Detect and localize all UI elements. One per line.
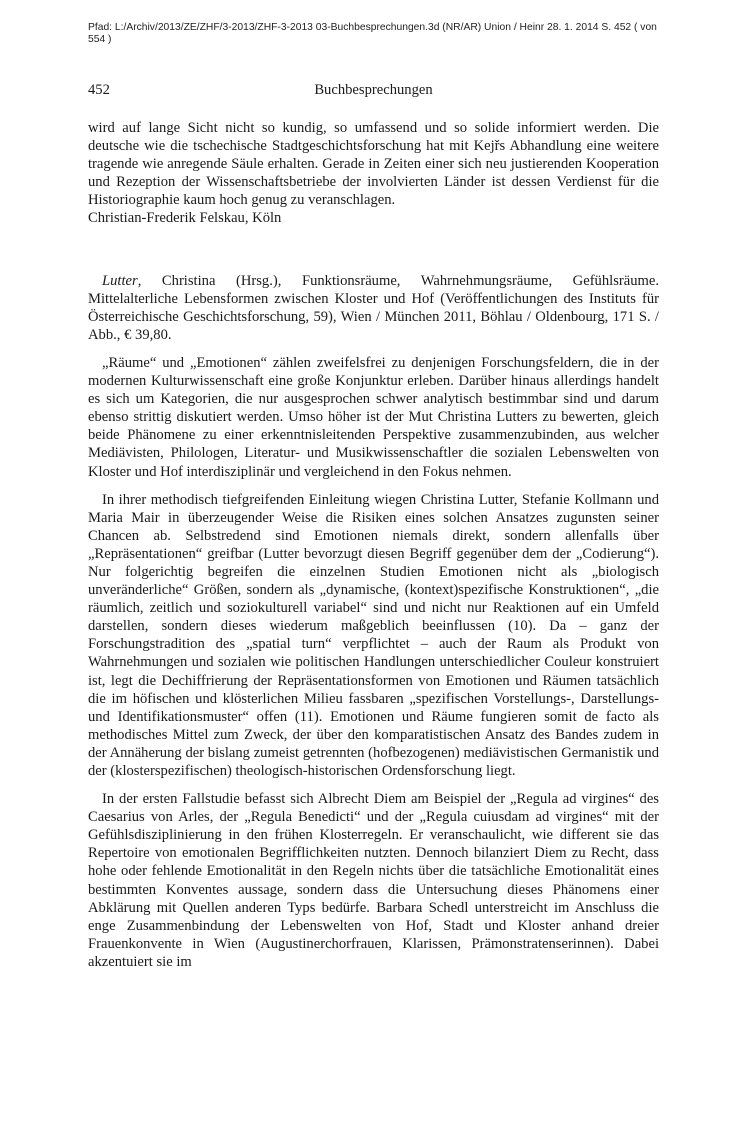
reviewer-signature: Christian-Frederik Felskau, Köln — [88, 210, 282, 227]
section-title: Buchbesprechungen — [314, 82, 433, 98]
page-body — [88, 119, 659, 971]
review-paragraph-1: „Räume“ und „Emotionen“ zählen zweifelsfrei zu denjenigen Forschungsfeldern, die in der modernen Kulturwissenschaft eine große Konjunktur erleben. Darüber hinaus allerdings handelt es sich um Kategorien, die nur ausgesprochen schwer analytisch bestimmbar sind und darum ebenso strittig diskutiert werden. Umso höher ist der Mut Christina Lutters zu bewerten, gleich beide Phänomene zu einer erkenntnisleitenden Perspektive zusammenzubinden, aus welcher Mediävisten, Philologen, Literatur- und Musikwissenschaftler die sozialen Lebenswelten von Kloster und Hof interdisziplinär und vergleichend in den Fokus nehmen. — [88, 354, 659, 480]
review-paragraph-2: In ihrer methodisch tiefgreifenden Einleitung wiegen Christina Lutter, Stefanie Kollmann und Maria Mair in überzeugender Weise die Risiken eines solchen Ansatzes zugunsten seiner Chancen ab. Selbstredend sind Emotionen niemals direkt, sondern allenfalls über „Repräsentationen“ greifbar (Lutter bevorzugt diesen Begriff gegenüber dem der „Codierung“). Nur folgerichtig begreifen die einzelnen Studien Emotionen nicht als „biologisch unveränderliche“ Größen, sondern als „dynamische, (kontext)spezifische Konstruktionen“, „die räumlich, zeitlich und soziokulturell variabel“ sind und nicht nur Reaktionen auf ein Umfeld darstellen, sondern dieses wiederum maßgeblich beeinflussen (10). Da – ganz der Forschungstradition des „spatial turn“ verpflichtet – auch der Raum als Produkt von Wahrnehmungen und sozialen wie politischen Handlungen unterschiedlicher Couleur konstruiert ist, legt die Dechiffrierung der Repräsentationsformen von Emotionen und Räumen tatsächlich die im höfischen und klösterlichen Milieu fassbaren „spezifischen Vorstellungs-, Darstellungs- und Identifikationsmuster“ offen (11). Emotionen und Räume fungieren somit de facto als methodisches Mittel zum Zweck, der über den komparatistischen Ansatz des Bandes zudem in der Annäherung der bislang zumeist getrennten (hofbezogenen) mediävistischen Germanistik und der (klosterspezifischen) theologisch-historischen Ordensforschung liegt. — [88, 491, 659, 779]
bib-details: , Christina (Hrsg.), Funktionsräume, Wahrnehmungsräume, Gefühlsräume. Mittelalterliche Lebensformen zwischen Kloster und Hof (Veröffentlichungen des Instituts für Österreichische Geschichtsforschung, 59), Wien / München 2011, Böhlau / Oldenbourg, 171 S. / Abb., € 39,80. — [88, 272, 659, 343]
file-path-slug: Pfad: L:/Archiv/2013/ZE/ZHF/3-2013/ZHF-3-2013 03-Buchbesprechungen.3d (NR/AR) Union / Heinr 28. 1. 2014 S. 452 ( von 554 ) — [88, 22, 657, 45]
page-number: 452 — [88, 82, 110, 98]
review-paragraph-3: In der ersten Fallstudie befasst sich Albrecht Diem am Beispiel der „Regula ad virgines“ des Caesarius von Arles, der „Regula Benedicti“ und der „Regula cuiusdam ad virgines“ mit der Gefühlsdisziplinierung in den frühen Klosterregeln. Er veranschaulicht, wie different sie das Repertoire von emotionalen Begrifflichkeiten nutzten. Dennoch bilanziert Diem zu Recht, dass hohe oder fehlende Emotionalität in den Regeln nichts über die tatsächliche Emotionalität eines bestimmten Konventes aussage, sondern dass die Untersuchung dieses Phänomens einer Abklärung mit Quellen anderen Typs bedürfe. Barbara Schedl unterstreicht im Anschluss die enge Zusammenbindung der Lebenswelten von Hof, Stadt und Kloster anhand dreier Frauenkonvente in Wien (Augustinerchorfrauen, Klarissen, Prämonstratenserinnen). Dabei akzentuiert sie im — [88, 791, 659, 970]
bibliographic-entry — [88, 272, 659, 344]
previous-review-closing-paragraph: wird auf lange Sicht nicht so kundig, so umfassend und so solide informiert werden. Die deutsche wie die tschechische Stadtgeschichtsforschung hat mit Kejřs Abhandlung eine weitere tragende wie anregende Säule erhalten. Gerade in Zeiten einer sich neu justierenden Kooperation und Rezeption der Wissenschaftsbetriebe der involvierten Länder ist dessen Verdienst für die Historiographie kaum hoch genug zu veranschlagen. — [88, 120, 659, 209]
running-header — [88, 82, 659, 102]
bib-author-surname: Lutter — [102, 272, 138, 289]
